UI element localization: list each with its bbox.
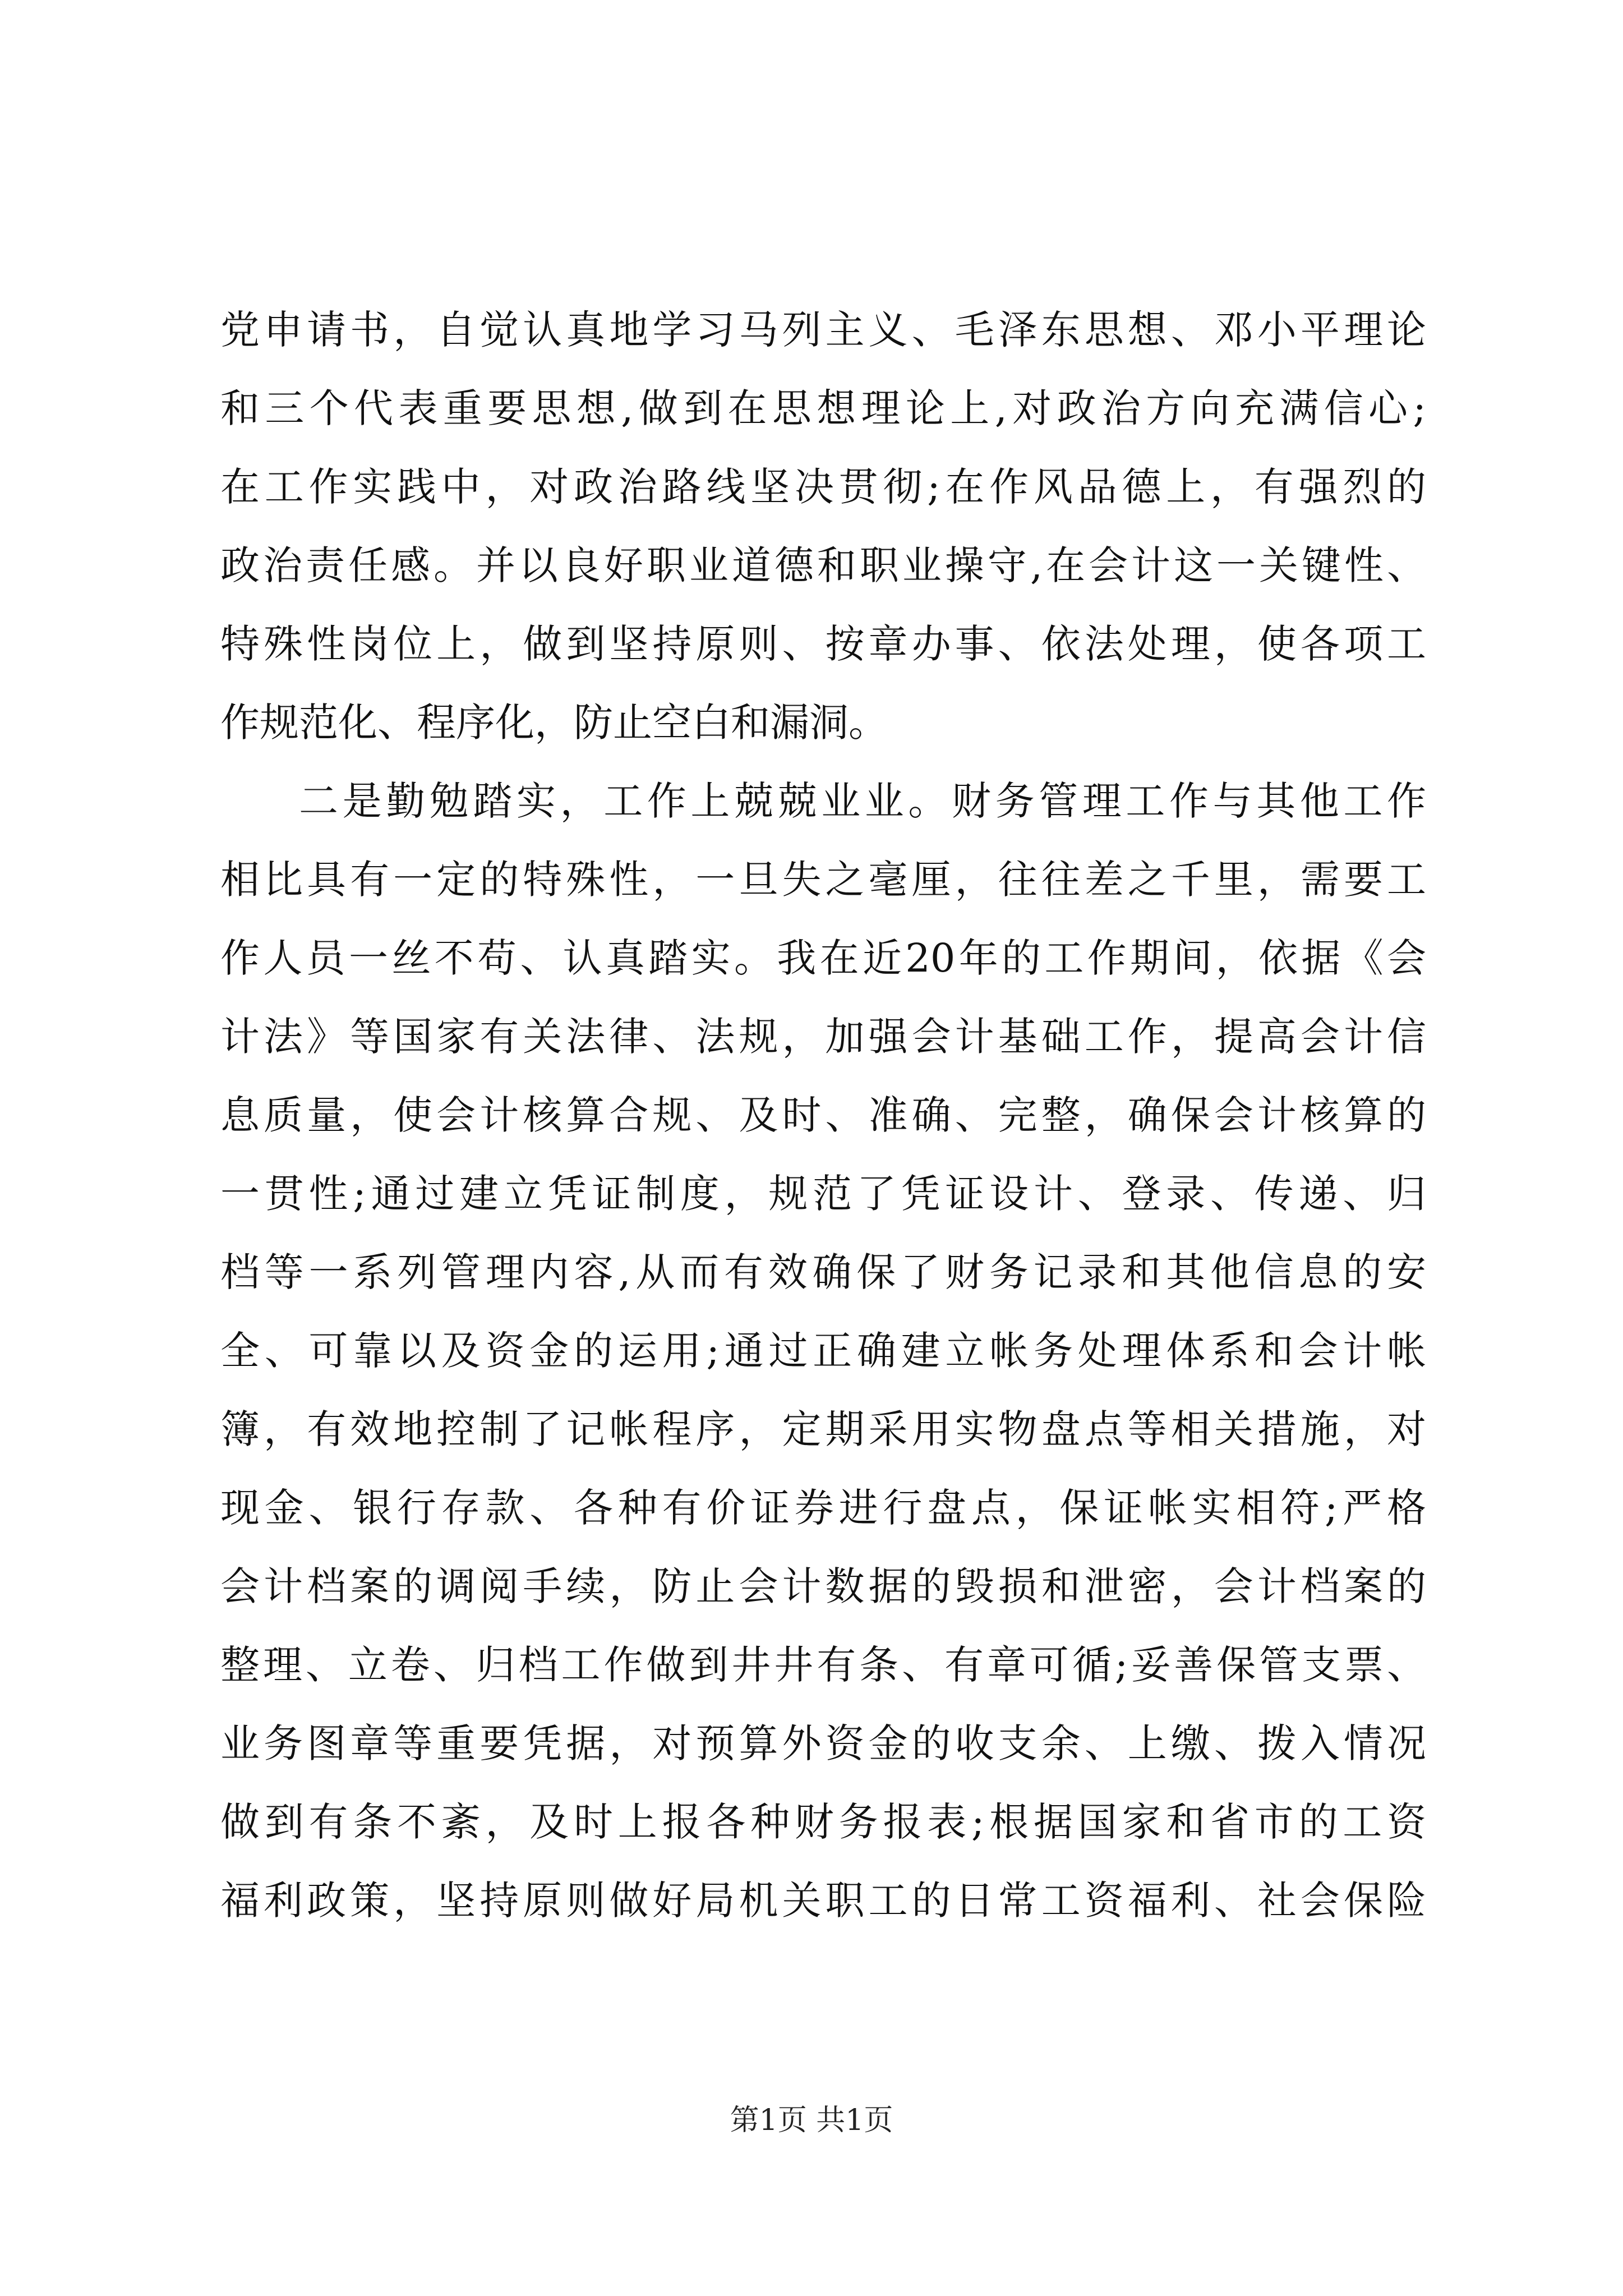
text-line: 福利政策，坚持原则做好局机关职工的日常工资福利、社会保险 [220, 1878, 1426, 1924]
text-line: 息质量，使会计核算合规、及时、准确、完整，确保会计核算的 [220, 1092, 1426, 1138]
text-line: 在工作实践中，对政治路线坚决贯彻;在作风品德上，有强烈的 [220, 464, 1426, 510]
text-line: 特殊性岗位上，做到坚持原则、按章办事、依法处理，使各项工 [220, 621, 1426, 667]
text-line: 计法》等国家有关法律、法规，加强会计基础工作，提高会计信 [220, 1014, 1426, 1060]
page-footer: 第1页 共1页 [730, 2104, 893, 2137]
text-line: 政治责任感。并以良好职业道德和职业操守,在会计这一关键性、 [220, 542, 1426, 588]
text-line: 一贯性;通过建立凭证制度，规范了凭证设计、登录、传递、归 [220, 1171, 1426, 1217]
text-line: 业务图章等重要凭据，对预算外资金的收支余、上缴、拨入情况 [220, 1720, 1426, 1766]
text-line: 现金、银行存款、各种有价证券进行盘点，保证帐实相符;严格 [220, 1485, 1426, 1531]
text-line: 档等一系列管理内容,从而有效确保了财务记录和其他信息的安 [220, 1249, 1426, 1295]
text-line: 作规范化、程序化，防止空白和漏洞。 [220, 700, 888, 746]
text-line: 簿，有效地控制了记帐程序，定期采用实物盘点等相关措施，对 [220, 1406, 1426, 1452]
text-line: 相比具有一定的特殊性，一旦失之毫厘，往往差之千里，需要工 [220, 857, 1426, 903]
text-line: 作人员一丝不苟、认真踏实。我在近20年的工作期间，依据《会 [220, 935, 1426, 981]
text-line: 做到有条不紊，及时上报各种财务报表;根据国家和省市的工资 [220, 1799, 1426, 1845]
paragraph-first-line: 二是勤勉踏实，工作上兢兢业业。财务管理工作与其他工作 [299, 778, 1426, 824]
text-line: 会计档案的调阅手续，防止会计数据的毁损和泄密，会计档案的 [220, 1563, 1426, 1609]
text-line: 党申请书，自觉认真地学习马列主义、毛泽东思想、邓小平理论 [220, 307, 1426, 353]
text-line: 全、可靠以及资金的运用;通过正确建立帐务处理体系和会计帐 [220, 1328, 1426, 1374]
text-line: 和三个代表重要思想,做到在思想理论上,对政治方向充满信心; [220, 385, 1426, 431]
text-line: 整理、立卷、归档工作做到井井有条、有章可循;妥善保管支票、 [220, 1642, 1426, 1688]
